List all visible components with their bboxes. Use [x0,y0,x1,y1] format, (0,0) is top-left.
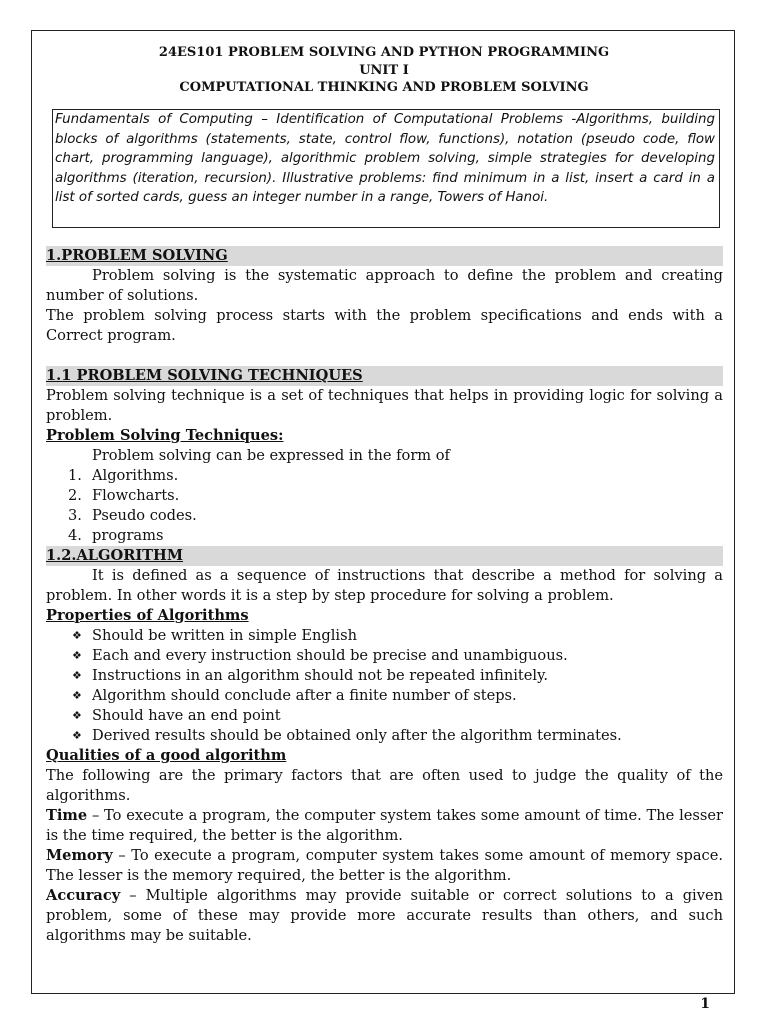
list-item: ❖ Each and every instruction should be precise and unambiguous. [72,647,568,664]
list-item: 1. Algorithms. [68,467,179,484]
section-heading-problem-solving: 1.PROBLEM SOLVING [46,246,723,266]
bullet-icon: ❖ [72,709,82,722]
syllabus-box: Fundamentals of Computing – Identification of Computational Problems -Algorithms, building blocks of algorithms (statements, state, control flow, functions), notation (pseudo code, flow chart, programming language), algorithmic problem solving, simple strategies for developing algorithms (iteration, recursion). Illustrative problems: find minimum in a list, insert a card in a list of sorted cards, guess an integer number in a range, Towers of Hanoi. [52,109,720,228]
content [46,246,723,946]
subheading-qualities: Qualities of a good algorithm [46,747,287,764]
list-item: ❖ Algorithm should conclude after a finite number of steps. [72,687,517,704]
bullet-icon: ❖ [72,649,82,662]
paragraph: It is defined as a sequence of instructions that describe a method for solving a problem. In other words it is a step by step procedure for solving a problem. [46,567,723,604]
unit-subtitle: COMPUTATIONAL THINKING AND PROBLEM SOLVING [179,80,589,95]
section-heading-techniques: 1.1 PROBLEM SOLVING TECHNIQUES [46,366,723,386]
paragraph: The following are the primary factors that are often used to judge the quality of the algorithms. [46,767,723,804]
section-heading-algorithm: 1.2.ALGORITHM [46,546,723,566]
subheading-properties: Properties of Algorithms [46,607,249,624]
bullet-icon: ❖ [72,669,82,682]
list-item: ❖ Should have an end point [72,707,281,724]
paragraph-accuracy: Accuracy – Multiple algorithms may provide suitable or correct solutions to a given problem, some of these may provide more accurate results than others, and such algorithms may be suitable. [46,887,723,944]
list-item: ❖ Derived results should be obtained only after the algorithm terminates. [72,727,622,744]
list-item: 3. Pseudo codes. [68,507,197,524]
bullet-icon: ❖ [72,629,82,642]
page-number: 1 [700,996,710,1012]
paragraph: Problem solving is the systematic approach to define the problem and creating number of solutions. [46,267,723,304]
list-item: ❖ Instructions in an algorithm should not be repeated infinitely. [72,667,549,684]
list-item: 2. Flowcharts. [68,487,180,504]
paragraph: The problem solving process starts with the problem specifications and ends with a Correct program. [46,307,723,344]
list-item: 4. programs [68,527,164,544]
unit-title: UNIT I [359,63,409,78]
bullet-icon: ❖ [72,689,82,702]
paragraph: Problem solving technique is a set of techniques that helps in providing logic for solving a problem. [46,387,723,424]
bullet-icon: ❖ [72,729,82,742]
techniques-list [46,466,723,546]
paragraph-memory: Memory – To execute a program, computer system takes some amount of memory space. The lesser is the memory required, the better is the algorithm. [46,847,723,884]
course-title: 24ES101 PROBLEM SOLVING AND PYTHON PROGRAMMING [158,45,610,60]
subheading-techniques: Problem Solving Techniques: [46,427,284,444]
paragraph-time: Time – To execute a program, the computer system takes some amount of time. The lesser is the time required, the better is the algorithm. [46,807,723,844]
list-item: ❖ Should be written in simple English [72,627,357,644]
paragraph: Problem solving can be expressed in the form of [92,447,450,464]
properties-list [46,626,723,746]
